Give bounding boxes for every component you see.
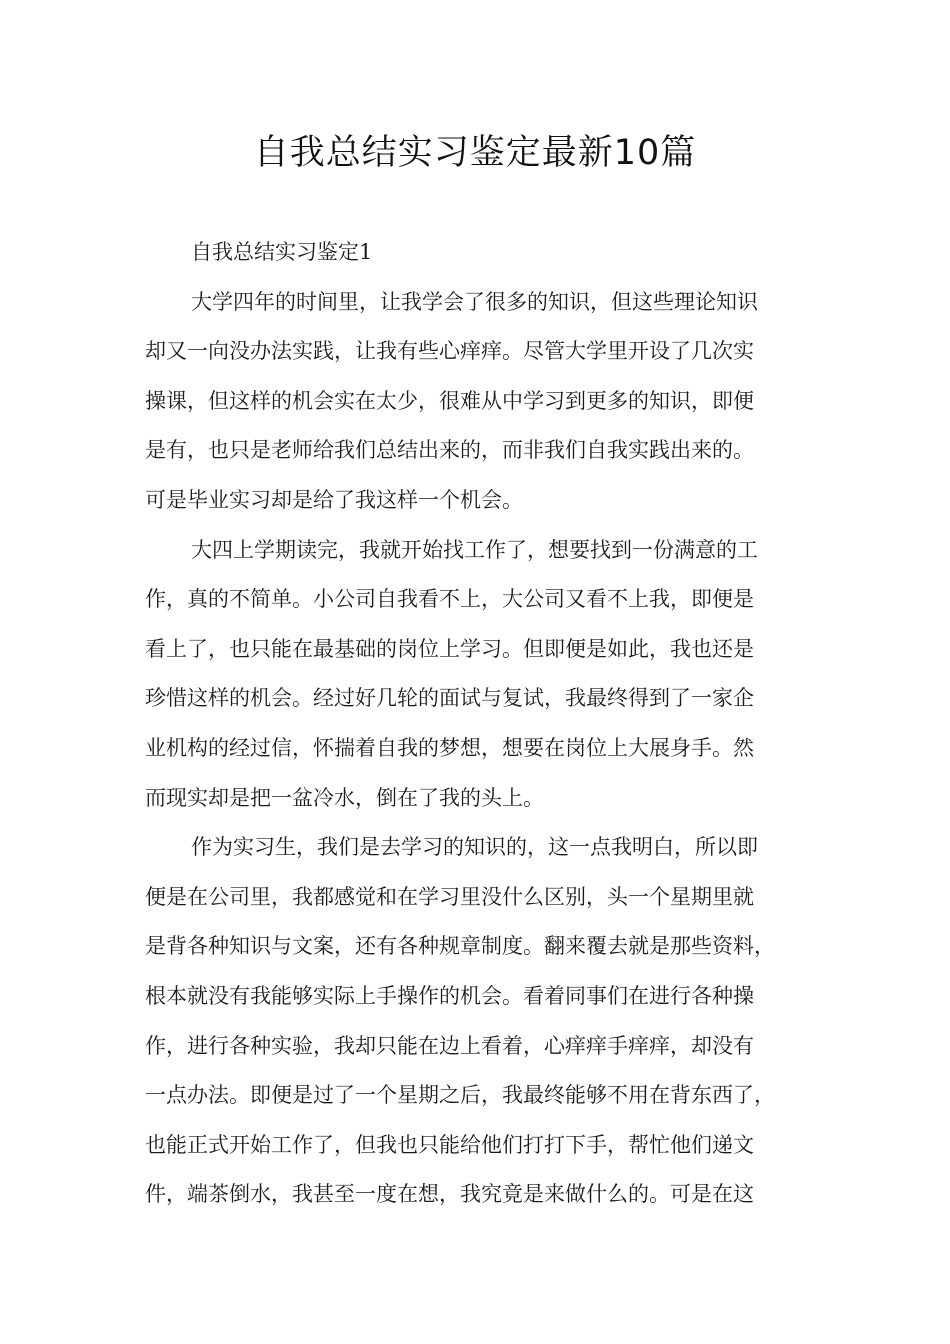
text-line: 件，端茶倒水，我甚至一度在想，我究竟是来做什么的。可是在这 [145, 1182, 754, 1207]
text-line: 看上了，也只能在最基础的岗位上学习。但即便是如此，我也还是 [145, 636, 754, 661]
text-line: 一点办法。即便是过了一个星期之后，我最终能够不用在背东西了， [145, 1083, 775, 1108]
text-line: 根本就没有我能够实际上手操作的机会。看着同事们在进行各种操 [145, 983, 754, 1008]
text-line: 自我总结实习鉴定1 [191, 240, 373, 264]
text-line: 而现实却是把一盆冷水，倒在了我的头上。 [145, 785, 544, 810]
text-line: 珍惜这样的机会。经过好几轮的面试与复试，我最终得到了一家企 [145, 686, 754, 711]
text-line: 大四上学期读完，我就开始找工作了，想要找到一份满意的工 [191, 537, 758, 562]
document-title: 自我总结实习鉴定最新10篇 [253, 133, 697, 173]
text-line: 作，真的不简单。小公司自我看不上，大公司又看不上我，即便是 [145, 587, 754, 612]
document-body [145, 228, 825, 1220]
text-line: 大学四年的时间里，让我学会了很多的知识，但这些理论知识 [191, 289, 758, 314]
text-line: 是背各种知识与文案，还有各种规章制度。翻来覆去就是那些资料， [145, 934, 775, 959]
text-line: 是有，也只是老师给我们总结出来的，而非我们自我实践出来的。 [145, 438, 754, 463]
text-line: 业机构的经过信，怀揣着自我的梦想，想要在岗位上大展身手。然 [145, 735, 754, 760]
text-line: 可是毕业实习却是给了我这样一个机会。 [145, 487, 523, 512]
text-line: 作为实习生，我们是去学习的知识的，这一点我明白，所以即 [191, 835, 758, 860]
text-line: 却又一向没办法实践，让我有些心痒痒。尽管大学里开设了几次实 [145, 339, 754, 364]
text-line: 作，进行各种实验，我却只能在边上看着，心痒痒手痒痒，却没有 [145, 1033, 754, 1058]
text-line: 便是在公司里，我都感觉和在学习里没什么区别，头一个星期里就 [145, 884, 754, 909]
text-line: 也能正式开始工作了，但我也只能给他们打打下手，帮忙他们递文 [145, 1132, 754, 1157]
text-line: 操课，但这样的机会实在太少，很难从中学习到更多的知识，即便 [145, 388, 754, 413]
